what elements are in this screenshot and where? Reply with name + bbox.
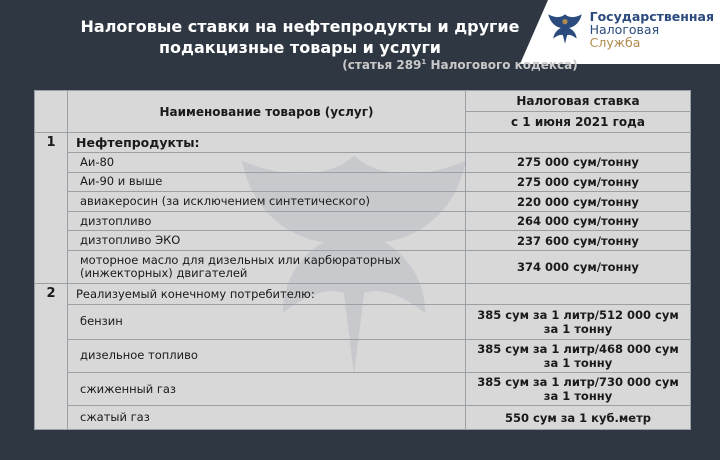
table-row [35, 304, 691, 339]
title-line2: подакцизные товары и услуги [158, 38, 442, 57]
section-title: Нефтепродукты: [68, 133, 466, 153]
subtitle-prefix: (статья 289 [342, 58, 422, 72]
item-rate: 275 000 сум/тонну [466, 152, 691, 172]
table-row [35, 192, 691, 212]
logo-text-line2: Налоговая [589, 21, 660, 37]
section-row [35, 133, 691, 153]
item-rate: 220 000 сум/тонну [466, 192, 691, 212]
logo-text-line1: Государственная [589, 8, 714, 24]
item-rate: 275 000 сум/тонну [466, 172, 691, 192]
section-number: 2 [35, 284, 68, 430]
item-rate-line2: за 1 тонну [543, 321, 613, 336]
table-row [35, 172, 691, 192]
header-num-cell [35, 91, 68, 133]
table-header-row [35, 91, 691, 112]
item-name: сжатый газ [68, 406, 466, 430]
header-rate-cell: Налоговая ставка [466, 91, 691, 112]
item-name: бензин [68, 304, 466, 339]
table-row [35, 251, 691, 284]
tax-rates-table [34, 90, 691, 430]
item-rate: 237 600 сум/тонну [466, 231, 691, 251]
section-number: 1 [35, 133, 68, 284]
item-name: сжиженный газ [68, 373, 466, 406]
section-rate-empty [466, 284, 691, 305]
section-row [35, 284, 691, 305]
tax-rates-panel [34, 90, 690, 430]
table-row [35, 373, 691, 406]
item-name: Аи-80 [68, 152, 466, 172]
table-row [35, 231, 691, 251]
logo [544, 8, 714, 50]
table-row [35, 406, 691, 430]
item-rate-line1: 385 сум за 1 литр/730 000 сум [477, 375, 679, 390]
item-name-line2: (инжекторных) двигателей [80, 266, 248, 281]
page-title [70, 16, 530, 58]
item-rate [466, 304, 691, 339]
page-subtitle [325, 58, 595, 72]
item-name: дизельное топливо [68, 339, 466, 372]
item-name: Аи-90 и выше [68, 172, 466, 192]
item-rate-line1: 385 сум за 1 литр/512 000 сум [477, 307, 679, 322]
item-rate: 374 000 сум/тонну [466, 251, 691, 284]
table-row [35, 211, 691, 231]
item-rate-line2: за 1 тонну [543, 389, 613, 404]
header-name-cell: Наименование товаров (услуг) [68, 91, 466, 133]
header-date-cell: с 1 июня 2021 года [466, 111, 691, 133]
subtitle-superscript: 1 [421, 58, 427, 66]
section-rate-empty [466, 133, 691, 153]
subtitle-suffix: Налогового кодекса) [426, 58, 578, 72]
eagle-emblem-icon [544, 8, 586, 50]
item-name [68, 251, 466, 284]
item-rate [466, 373, 691, 406]
item-name: дизтопливо ЭКО [68, 231, 466, 251]
logo-text-line3: Служба [589, 34, 641, 50]
section-title: Реализуемый конечному потребителю: [68, 284, 466, 305]
table-row [35, 339, 691, 372]
title-line1: Налоговые ставки на нефтепродукты и другие [80, 17, 520, 36]
item-rate: 550 сум за 1 куб.метр [466, 406, 691, 430]
item-name: авиакеросин (за исключением синтетического) [68, 192, 466, 212]
item-rate-line1: 385 сум за 1 литр/468 000 сум [477, 341, 679, 356]
item-rate: 264 000 сум/тонну [466, 211, 691, 231]
item-rate-line2: за 1 тонну [543, 355, 613, 370]
item-name-line1: моторное масло для дизельных или карбюраторных [80, 253, 401, 268]
item-rate [466, 339, 691, 372]
item-name: дизтопливо [68, 211, 466, 231]
table-row [35, 152, 691, 172]
